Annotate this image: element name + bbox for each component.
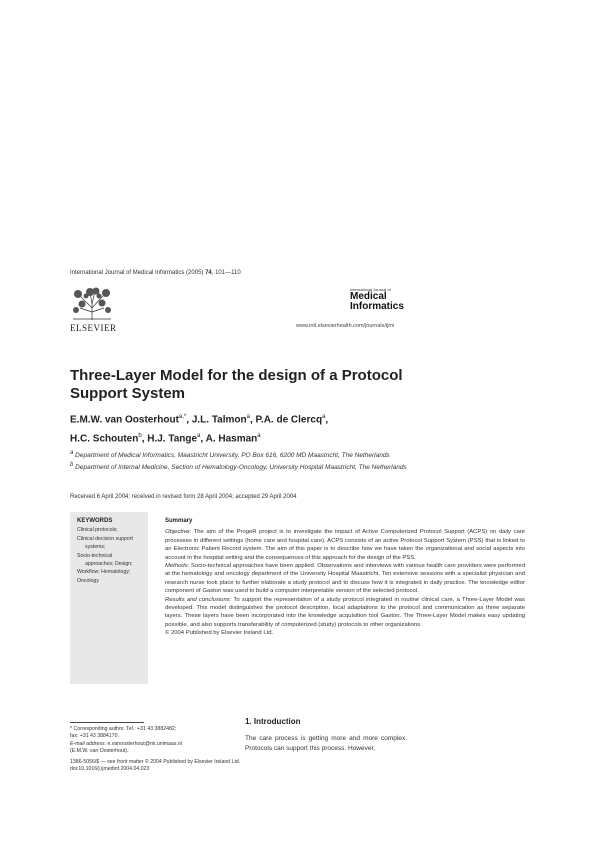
author-name: H.C. Schouten <box>70 433 139 445</box>
author-sup: a <box>322 414 326 420</box>
journal-citation <box>70 270 241 276</box>
author-sup: a <box>257 433 261 440</box>
author-name: P.A. de Clercq <box>255 414 323 426</box>
keyword-item: systems; <box>85 544 106 551</box>
summary-methods <box>165 562 525 596</box>
keyword-item: Workflow; Hematology; <box>77 569 131 576</box>
introduction-text: The care process is getting more and more complex. Protocols can support this process. However, <box>245 735 407 752</box>
affiliation-text: Department of Medical Informatics, Maastricht University, PO Box 616, 6200 MD Maastricht, The Netherlands <box>75 452 390 460</box>
keyword-item: approaches; Design; <box>85 561 133 568</box>
footnote <box>70 726 230 755</box>
keyword-item: Oncology <box>77 577 99 584</box>
journal-logo-line1: Medical <box>350 291 387 302</box>
author-sup: a <box>246 414 250 420</box>
author-sep: , <box>249 414 256 426</box>
methods-text: Socio-technical approaches have been applied. Observations and interviews with various health care providers were performed at the hematology and oncology department of the University Hospital Maastricht. Ten extensive sessions with a specialist physician and research nurse took place to further elaborate a study protocol and to discuss how it is integrated in daily practice. The knowledge editor component of Gaston was used to build a computer interpretable version of the selected protocol. <box>165 563 525 595</box>
author-name: A. Hasman <box>205 433 258 445</box>
keyword-item: Clinical protocols; <box>77 527 118 534</box>
summary-abstract <box>165 517 525 638</box>
affiliation-a <box>70 449 470 460</box>
email-address: e.vanoosterhout@mi.unimaas.nl <box>106 740 182 747</box>
journal-citation-text: International Journal of Medical Informatics (2005) <box>70 270 206 276</box>
author-sep: , <box>141 433 148 445</box>
publisher-logo-text: ELSEVIER <box>70 323 117 333</box>
author-sup: a,* <box>178 414 187 420</box>
keywords-title: KEYWORDS <box>77 518 113 524</box>
footnote-line: (E.M.W. van Oosterhout). <box>70 747 129 754</box>
results-label: Results and conclusions: <box>165 596 232 603</box>
author-sep: , <box>200 433 206 445</box>
affiliations <box>70 449 470 473</box>
journal-url: www.intl.elsevierhealth.com/journals/ijmi <box>296 323 395 329</box>
footnote-email <box>70 741 230 748</box>
footnote-line: fax: +31 43 3884170. <box>70 733 119 740</box>
affiliation-b <box>70 461 470 472</box>
author-sep: , <box>325 414 329 426</box>
summary-copyright: © 2004 Published by Elsevier Ireland Ltd. <box>165 630 274 637</box>
author-sup: b <box>138 433 142 440</box>
summary-heading: Summary <box>165 518 193 524</box>
footnote-divider <box>70 722 144 723</box>
affiliation-text: Department of Internal Medicine, Section of Hematology-Oncology, University Hospital Maastricht, The Netherlands <box>75 464 407 472</box>
objective-text: The aim of the ProgeR project is to investigate the impact of Active Computerized Protocol Support (ACPS) on daily care processes in different settings (home care and hospital care). ACPS consists of an active Protocol Support System (PSS) that is linked to an Electronic Patient Record system. The aim of this paper is to describe how we have taken the organizational and social aspects into account in the hospital setting and the consequences of this approach for the design of the PSS. <box>165 529 525 561</box>
journal-logo-small: International Journal of <box>350 287 391 292</box>
affiliation-sup: b <box>70 462 74 469</box>
keywords-list <box>77 517 147 585</box>
keyword-item: Clinical decision support <box>77 535 133 542</box>
journal-logo-line2: Informatics <box>350 301 404 312</box>
author-list <box>70 409 470 448</box>
received-dates: Received 6 April 2004; received in revised form 28 April 2004; accepted 29 April 2004 <box>70 494 297 500</box>
front-matter-info <box>70 759 240 774</box>
journal-pages: , 101—110 <box>211 270 241 276</box>
summary-results <box>165 596 525 630</box>
author-name: J.L. Talmon <box>191 414 247 426</box>
author-name: E.M.W. van Oosterhout <box>70 414 179 426</box>
methods-label: Methods: <box>165 563 190 570</box>
article-title: Three-Layer Model for the design of a Protocol Support System <box>70 367 403 402</box>
doi-line: doi:10.1016/j.ijmedinf.2004.04.023 <box>70 766 150 773</box>
results-text: To support the representation of a study protocol integrated in routine clinical care, a Three-Layer Model was developed. This model distinguishes the protocol description, local adaptations to the protocol and communication as three separate layers. These layers have been incorporated into the knowledge acquisition tool Gaston. The Three-Layer Model makes easy updating possible, and also supports transferability of computerized (study) protocols to other organizations. <box>165 596 525 628</box>
section-heading-introduction: 1. Introduction <box>245 717 301 726</box>
footnote-line: * Corresponding author. Tel.: +31 43 3882482; <box>70 726 177 732</box>
email-label: E-mail address: <box>70 740 107 747</box>
keyword-item: Socio-technical <box>77 552 113 559</box>
journal-logo <box>350 287 410 312</box>
summary-objective <box>165 528 525 562</box>
journal-volume: 74 <box>205 270 212 276</box>
affiliation-sup: a <box>70 450 74 456</box>
author-name: H.J. Tange <box>147 433 198 445</box>
author-sep: , <box>186 414 192 426</box>
author-sup: a <box>197 433 201 440</box>
objective-label: Objective: <box>165 529 192 536</box>
front-matter-line: 1386-5056/$ — see front matter © 2004 Published by Elsevier Ireland Ltd. <box>70 759 241 765</box>
